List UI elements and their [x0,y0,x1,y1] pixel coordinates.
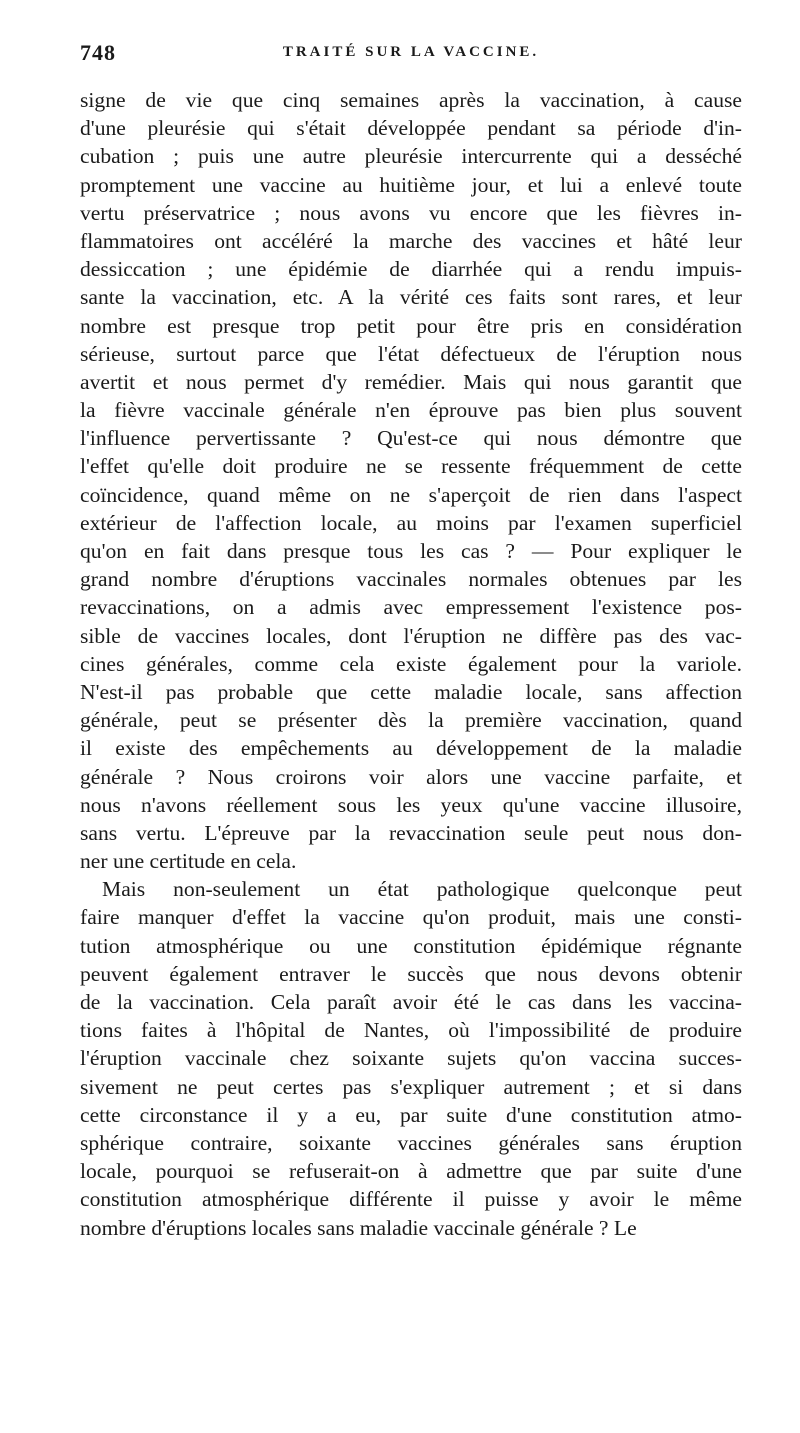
text-line: revaccinations, on a admis avec empressement l'existence pos- [80,595,742,620]
text-line: N'est-il pas probable que cette maladie locale, sans affection [80,679,742,704]
text-line: sante la vaccination, etc. A la vérité ces faits sont rares, et leur [80,285,742,310]
text-line: Mais non-seulement un état pathologique quelconque peut [102,877,742,902]
text-line: il existe des empêchements au développement de la maladie [80,736,742,761]
text-line: sans vertu. L'épreuve par la revaccination seule peut nous don- [80,820,742,845]
text-line: sérieuse, surtout parce que l'état défectueux de l'éruption nous [80,341,742,366]
text-line: coïncidence, quand même on ne s'aperçoit de rien dans l'aspect [80,482,742,507]
text-line: nous n'avons réellement sous les yeux qu'une vaccine illusoire, [80,792,742,817]
text-line: la fièvre vaccinale générale n'en éprouve pas bien plus souvent [80,398,742,423]
text-line: cines générales, comme cela existe également pour la variole. [80,651,742,676]
running-head [80,40,742,74]
text-line: sible de vaccines locales, dont l'éruption ne diffère pas des vac- [80,623,742,648]
text-line: nombre d'éruptions locales sans maladie vaccinale générale ? Le [80,1215,637,1240]
text-line: l'éruption vaccinale chez soixante sujets qu'on vaccina succes- [80,1046,742,1071]
text-line: cette circonstance il y a eu, par suite d'une constitution atmo- [80,1102,742,1127]
text-line: signe de vie que cinq semaines après la vaccination, à cause [80,88,742,112]
running-title: TRAITÉ SUR LA VACCINE. [282,44,540,60]
text-line: locale, pourquoi se refuserait-on à admettre que par suite d'une [80,1159,742,1184]
text-line: l'effet qu'elle doit produire ne se ressente fréquemment de cette [80,454,742,479]
body-text [80,86,742,1242]
text-line: cubation ; puis une autre pleurésie intercurrente qui a desséché [80,144,742,169]
text-line: générale, peut se présenter dès la première vaccination, quand [80,708,742,733]
text-line: tions faites à l'hôpital de Nantes, où l'impossibilité de produire [80,1018,742,1043]
text-line: extérieur de l'affection locale, au moins par l'examen superficiel [80,510,742,535]
text-line: nombre est presque trop petit pour être pris en considération [80,313,742,338]
text-line: flammatoires ont accéléré la marche des vaccines et hâté leur [80,228,742,253]
text-line: l'influence pervertissante ? Qu'est-ce qui nous démontre que [80,426,742,451]
book-page [80,40,742,1242]
page-number: 748 [80,40,116,65]
text-line: constitution atmosphérique différente il puisse y avoir le même [80,1187,742,1212]
text-line: vertu préservatrice ; nous avons vu encore que les fièvres in- [80,200,742,225]
text-line: d'une pleurésie qui s'était développée pendant sa période d'in- [80,116,742,141]
text-line: dessiccation ; une épidémie de diarrhée qui a rendu impuis- [80,257,742,282]
text-line: promptement une vaccine au huitième jour, et lui a enlevé toute [80,172,742,197]
text-line: tution atmosphérique ou une constitution épidémique régnante [80,933,742,958]
text-line: sphérique contraire, soixante vaccines générales sans éruption [80,1130,742,1155]
text-line: peuvent également entraver le succès que nous devons obtenir [80,961,742,986]
text-line: avertit et nous permet d'y remédier. Mais qui nous garantit que [80,369,742,394]
text-line: ner une certitude en cela. [80,849,297,874]
text-line: générale ? Nous croirons voir alors une vaccine parfaite, et [80,764,742,789]
text-line: qu'on en fait dans presque tous les cas ? — Pour expliquer le [80,539,742,563]
text-line: faire manquer d'effet la vaccine qu'on produit, mais une consti- [80,905,742,930]
text-line: de la vaccination. Cela paraît avoir été le cas dans les vaccina- [80,990,742,1014]
text-line: sivement ne peut certes pas s'expliquer autrement ; et si dans [80,1074,742,1099]
text-line: grand nombre d'éruptions vaccinales normales obtenues par les [80,567,742,592]
